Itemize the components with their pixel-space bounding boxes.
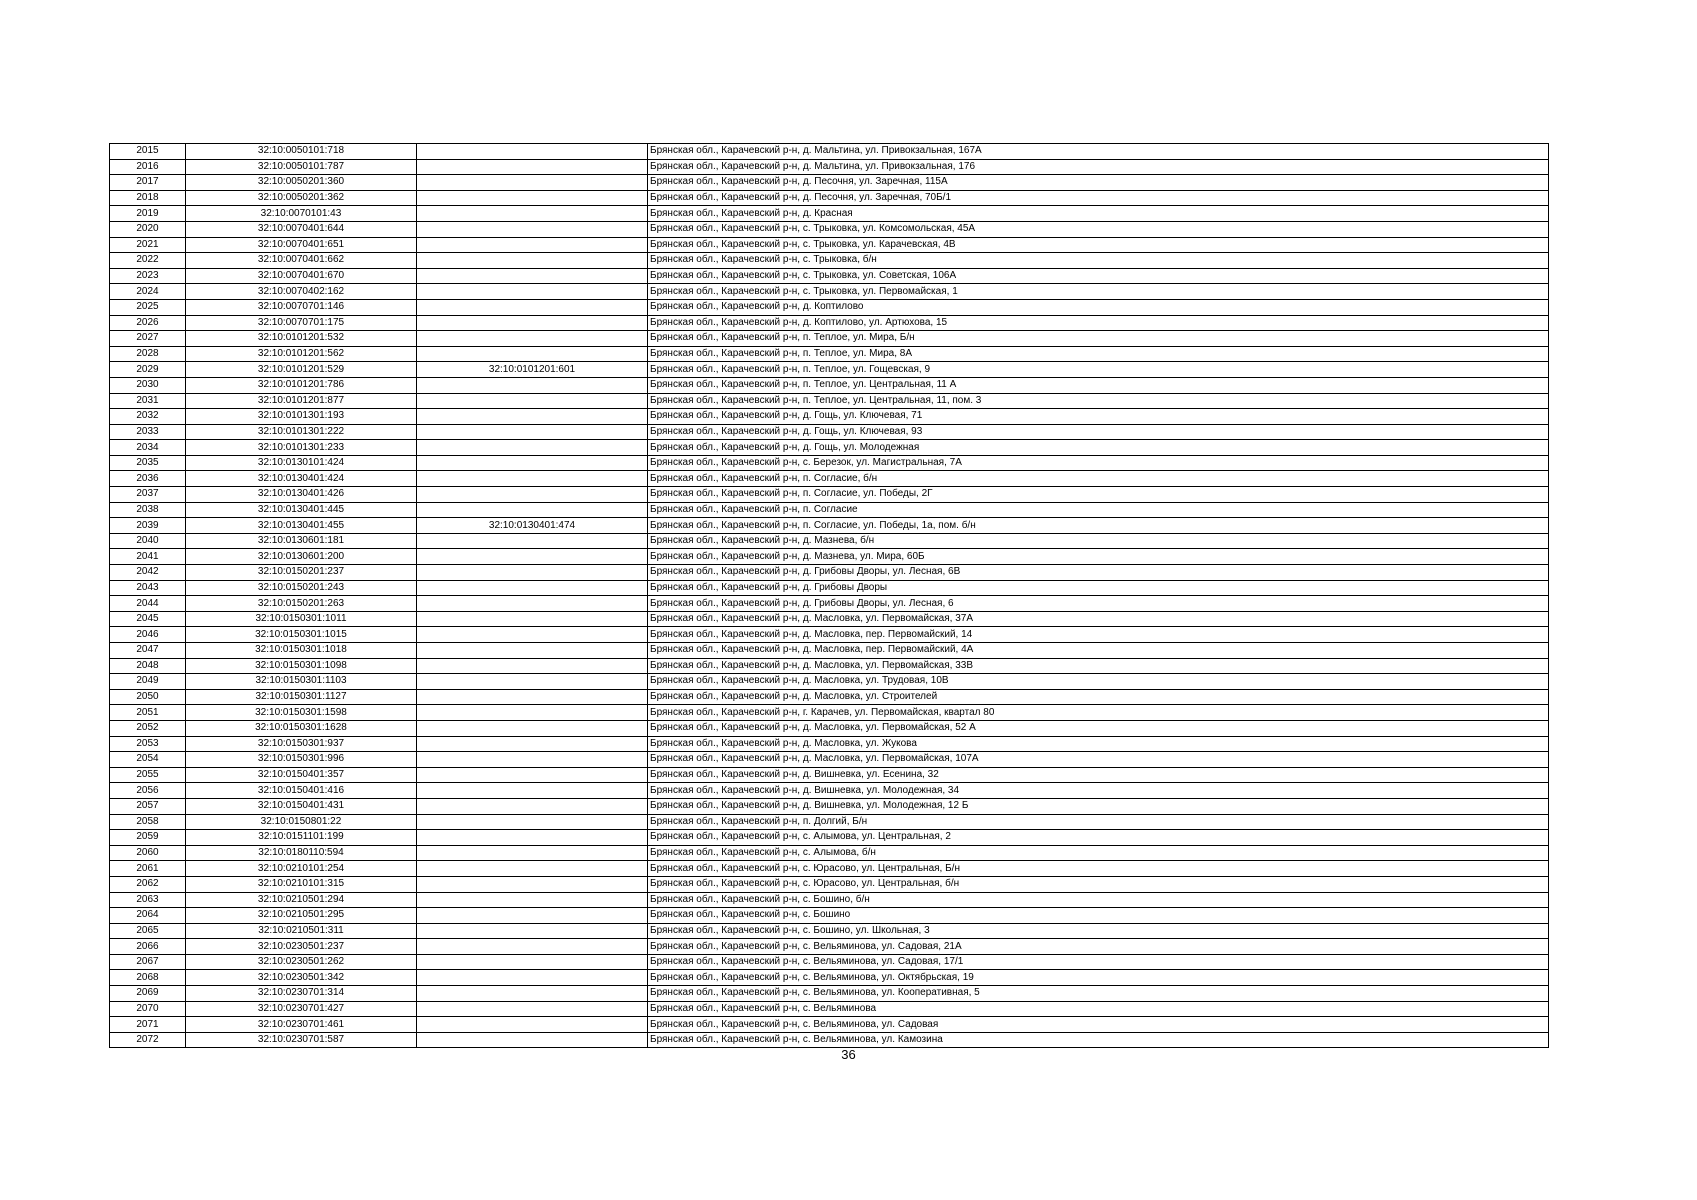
address-cell: Брянская обл., Карачевский р-н, г. Карачев, ул. Первомайская, квартал 80 bbox=[648, 705, 1549, 721]
row-number-cell: 2048 bbox=[110, 658, 186, 674]
related-cadastral-number-cell bbox=[417, 471, 648, 487]
cadastral-number-cell: 32:10:0151101:199 bbox=[186, 830, 417, 846]
table-row bbox=[110, 346, 1549, 362]
row-number-cell: 2027 bbox=[110, 331, 186, 347]
row-number-cell: 2054 bbox=[110, 752, 186, 768]
cadastral-number-cell: 32:10:0070401:670 bbox=[186, 268, 417, 284]
row-number-cell: 2056 bbox=[110, 783, 186, 799]
address-cell: Брянская обл., Карачевский р-н, с. Юрасово, ул. Центральная, Б/н bbox=[648, 861, 1549, 877]
table-row bbox=[110, 830, 1549, 846]
related-cadastral-number-cell bbox=[417, 876, 648, 892]
row-number-cell: 2035 bbox=[110, 455, 186, 471]
cadastral-number-cell: 32:10:0070402:162 bbox=[186, 284, 417, 300]
row-number-cell: 2022 bbox=[110, 253, 186, 269]
related-cadastral-number-cell bbox=[417, 814, 648, 830]
related-cadastral-number-cell bbox=[417, 861, 648, 877]
table-row bbox=[110, 814, 1549, 830]
address-cell: Брянская обл., Карачевский р-н, д. Песочня, ул. Заречная, 115А bbox=[648, 175, 1549, 191]
address-cell: Брянская обл., Карачевский р-н, с. Вельяминова, ул. Камозина bbox=[648, 1032, 1549, 1048]
related-cadastral-number-cell bbox=[417, 190, 648, 206]
cadastral-number-cell: 32:10:0230501:262 bbox=[186, 954, 417, 970]
cadastral-number-cell: 32:10:0230501:342 bbox=[186, 970, 417, 986]
related-cadastral-number-cell bbox=[417, 954, 648, 970]
related-cadastral-number-cell bbox=[417, 1032, 648, 1048]
cadastral-number-cell: 32:10:0150201:263 bbox=[186, 596, 417, 612]
related-cadastral-number-cell bbox=[417, 908, 648, 924]
row-number-cell: 2017 bbox=[110, 175, 186, 191]
row-number-cell: 2051 bbox=[110, 705, 186, 721]
cadastral-number-cell: 32:10:0230701:587 bbox=[186, 1032, 417, 1048]
related-cadastral-number-cell bbox=[417, 315, 648, 331]
row-number-cell: 2070 bbox=[110, 1001, 186, 1017]
related-cadastral-number-cell bbox=[417, 299, 648, 315]
cadastral-number-cell: 32:10:0130601:181 bbox=[186, 533, 417, 549]
cadastral-number-cell: 32:10:0130401:455 bbox=[186, 518, 417, 534]
row-number-cell: 2069 bbox=[110, 986, 186, 1002]
address-cell: Брянская обл., Карачевский р-н, с. Вельяминова, ул. Садовая, 21А bbox=[648, 939, 1549, 955]
related-cadastral-number-cell bbox=[417, 798, 648, 814]
cadastral-number-cell: 32:10:0150401:431 bbox=[186, 798, 417, 814]
related-cadastral-number-cell bbox=[417, 767, 648, 783]
address-cell: Брянская обл., Карачевский р-н, д. Вишневка, ул. Молодежная, 34 bbox=[648, 783, 1549, 799]
row-number-cell: 2066 bbox=[110, 939, 186, 955]
row-number-cell: 2032 bbox=[110, 409, 186, 425]
row-number-cell: 2063 bbox=[110, 892, 186, 908]
table-row bbox=[110, 705, 1549, 721]
related-cadastral-number-cell bbox=[417, 144, 648, 160]
cadastral-number-cell: 32:10:0050201:360 bbox=[186, 175, 417, 191]
table-row bbox=[110, 892, 1549, 908]
cadastral-number-cell: 32:10:0150401:416 bbox=[186, 783, 417, 799]
address-cell: Брянская обл., Карачевский р-н, п. Согласие, ул. Победы, 1а, пом. б/н bbox=[648, 518, 1549, 534]
address-cell: Брянская обл., Карачевский р-н, с. Вельяминова, ул. Садовая bbox=[648, 1017, 1549, 1033]
address-cell: Брянская обл., Карачевский р-н, д. Масловка, пер. Первомайский, 14 bbox=[648, 627, 1549, 643]
cadastral-number-cell: 32:10:0070701:175 bbox=[186, 315, 417, 331]
related-cadastral-number-cell bbox=[417, 939, 648, 955]
table-row bbox=[110, 596, 1549, 612]
cadastral-number-cell: 32:10:0050201:362 bbox=[186, 190, 417, 206]
row-number-cell: 2049 bbox=[110, 674, 186, 690]
row-number-cell: 2062 bbox=[110, 876, 186, 892]
row-number-cell: 2058 bbox=[110, 814, 186, 830]
related-cadastral-number-cell bbox=[417, 1017, 648, 1033]
related-cadastral-number-cell bbox=[417, 487, 648, 503]
table-row bbox=[110, 440, 1549, 456]
row-number-cell: 2057 bbox=[110, 798, 186, 814]
related-cadastral-number-cell bbox=[417, 455, 648, 471]
row-number-cell: 2046 bbox=[110, 627, 186, 643]
related-cadastral-number-cell bbox=[417, 1001, 648, 1017]
table-row bbox=[110, 159, 1549, 175]
table-row bbox=[110, 518, 1549, 534]
cadastral-number-cell: 32:10:0150401:357 bbox=[186, 767, 417, 783]
table-row bbox=[110, 206, 1549, 222]
cadastral-number-cell: 32:10:0150301:1598 bbox=[186, 705, 417, 721]
table-row bbox=[110, 720, 1549, 736]
related-cadastral-number-cell bbox=[417, 159, 648, 175]
table-row bbox=[110, 908, 1549, 924]
address-cell: Брянская обл., Карачевский р-н, с. Вельяминова, ул. Октябрьская, 19 bbox=[648, 970, 1549, 986]
address-cell: Брянская обл., Карачевский р-н, с. Вельяминова, ул. Садовая, 17/1 bbox=[648, 954, 1549, 970]
table-row bbox=[110, 580, 1549, 596]
related-cadastral-number-cell bbox=[417, 845, 648, 861]
cadastral-number-cell: 32:10:0101201:877 bbox=[186, 393, 417, 409]
table-row bbox=[110, 954, 1549, 970]
related-cadastral-number-cell bbox=[417, 986, 648, 1002]
row-number-cell: 2025 bbox=[110, 299, 186, 315]
row-number-cell: 2068 bbox=[110, 970, 186, 986]
row-number-cell: 2067 bbox=[110, 954, 186, 970]
row-number-cell: 2039 bbox=[110, 518, 186, 534]
table-row bbox=[110, 315, 1549, 331]
cadastral-number-cell: 32:10:0210501:294 bbox=[186, 892, 417, 908]
address-cell: Брянская обл., Карачевский р-н, д. Мазнева, ул. Мира, 60Б bbox=[648, 549, 1549, 565]
address-cell: Брянская обл., Карачевский р-н, п. Теплое, ул. Мира, Б/н bbox=[648, 331, 1549, 347]
table-row bbox=[110, 487, 1549, 503]
address-cell: Брянская обл., Карачевский р-н, п. Согласие, ул. Победы, 2Г bbox=[648, 487, 1549, 503]
row-number-cell: 2052 bbox=[110, 720, 186, 736]
address-cell: Брянская обл., Карачевский р-н, с. Вельяминова, ул. Кооперативная, 5 bbox=[648, 986, 1549, 1002]
table-row bbox=[110, 284, 1549, 300]
table-row bbox=[110, 362, 1549, 378]
cadastral-number-cell: 32:10:0070701:146 bbox=[186, 299, 417, 315]
cadastral-number-cell: 32:10:0101301:233 bbox=[186, 440, 417, 456]
address-cell: Брянская обл., Карачевский р-н, д. Масловка, пер. Первомайский, 4А bbox=[648, 643, 1549, 659]
table-row bbox=[110, 409, 1549, 425]
related-cadastral-number-cell bbox=[417, 424, 648, 440]
related-cadastral-number-cell bbox=[417, 268, 648, 284]
address-cell: Брянская обл., Карачевский р-н, д. Грибовы Дворы, ул. Лесная, 6 bbox=[648, 596, 1549, 612]
cadastral-number-cell: 32:10:0150301:1103 bbox=[186, 674, 417, 690]
address-cell: Брянская обл., Карачевский р-н, с. Березок, ул. Магистральная, 7А bbox=[648, 455, 1549, 471]
address-cell: Брянская обл., Карачевский р-н, с. Бошино, ул. Школьная, 3 bbox=[648, 923, 1549, 939]
row-number-cell: 2044 bbox=[110, 596, 186, 612]
related-cadastral-number-cell bbox=[417, 689, 648, 705]
table-row bbox=[110, 845, 1549, 861]
table-row bbox=[110, 923, 1549, 939]
address-cell: Брянская обл., Карачевский р-н, д. Масловка, ул. Первомайская, 52 А bbox=[648, 720, 1549, 736]
cadastral-number-cell: 32:10:0150801:22 bbox=[186, 814, 417, 830]
related-cadastral-number-cell bbox=[417, 705, 648, 721]
cadastral-number-cell: 32:10:0130401:424 bbox=[186, 471, 417, 487]
table-row bbox=[110, 424, 1549, 440]
address-cell: Брянская обл., Карачевский р-н, д. Грибовы Дворы bbox=[648, 580, 1549, 596]
table-row bbox=[110, 175, 1549, 191]
cadastral-number-cell: 32:10:0130101:424 bbox=[186, 455, 417, 471]
address-cell: Брянская обл., Карачевский р-н, с. Алымова, ул. Центральная, 2 bbox=[648, 830, 1549, 846]
related-cadastral-number-cell bbox=[417, 830, 648, 846]
table-row bbox=[110, 331, 1549, 347]
address-cell: Брянская обл., Карачевский р-н, д. Масловка, ул. Трудовая, 10В bbox=[648, 674, 1549, 690]
address-cell: Брянская обл., Карачевский р-н, д. Коптилово bbox=[648, 299, 1549, 315]
address-cell: Брянская обл., Карачевский р-н, п. Теплое, ул. Центральная, 11 А bbox=[648, 377, 1549, 393]
address-cell: Брянская обл., Карачевский р-н, д. Мальтина, ул. Привокзальная, 167А bbox=[648, 144, 1549, 160]
related-cadastral-number-cell bbox=[417, 736, 648, 752]
address-cell: Брянская обл., Карачевский р-н, п. Теплое, ул. Гощевская, 9 bbox=[648, 362, 1549, 378]
table-row bbox=[110, 237, 1549, 253]
cadastral-number-cell: 32:10:0150301:1127 bbox=[186, 689, 417, 705]
table-row bbox=[110, 299, 1549, 315]
address-cell: Брянская обл., Карачевский р-н, д. Грибовы Дворы, ул. Лесная, 6В bbox=[648, 565, 1549, 581]
cadastral-number-cell: 32:10:0150201:243 bbox=[186, 580, 417, 596]
table-row bbox=[110, 876, 1549, 892]
address-cell: Брянская обл., Карачевский р-н, п. Теплое, ул. Центральная, 11, пом. 3 bbox=[648, 393, 1549, 409]
table-row bbox=[110, 471, 1549, 487]
property-table bbox=[109, 143, 1549, 1048]
address-cell: Брянская обл., Карачевский р-н, п. Согласие, б/н bbox=[648, 471, 1549, 487]
table-row bbox=[110, 783, 1549, 799]
row-number-cell: 2055 bbox=[110, 767, 186, 783]
related-cadastral-number-cell bbox=[417, 752, 648, 768]
address-cell: Брянская обл., Карачевский р-н, с. Трыковка, ул. Первомайская, 1 bbox=[648, 284, 1549, 300]
row-number-cell: 2034 bbox=[110, 440, 186, 456]
address-cell: Брянская обл., Карачевский р-н, д. Гощь, ул. Молодежная bbox=[648, 440, 1549, 456]
cadastral-number-cell: 32:10:0180110:594 bbox=[186, 845, 417, 861]
row-number-cell: 2020 bbox=[110, 221, 186, 237]
related-cadastral-number-cell: 32:10:0130401:474 bbox=[417, 518, 648, 534]
table-row bbox=[110, 533, 1549, 549]
related-cadastral-number-cell bbox=[417, 377, 648, 393]
related-cadastral-number-cell bbox=[417, 533, 648, 549]
table-row bbox=[110, 798, 1549, 814]
address-cell: Брянская обл., Карачевский р-н, с. Алымова, б/н bbox=[648, 845, 1549, 861]
row-number-cell: 2041 bbox=[110, 549, 186, 565]
row-number-cell: 2028 bbox=[110, 346, 186, 362]
related-cadastral-number-cell bbox=[417, 970, 648, 986]
cadastral-number-cell: 32:10:0101301:193 bbox=[186, 409, 417, 425]
related-cadastral-number-cell bbox=[417, 393, 648, 409]
cadastral-number-cell: 32:10:0070101:43 bbox=[186, 206, 417, 222]
address-cell: Брянская обл., Карачевский р-н, д. Гощь, ул. Ключевая, 93 bbox=[648, 424, 1549, 440]
table-row bbox=[110, 268, 1549, 284]
cadastral-number-cell: 32:10:0070401:662 bbox=[186, 253, 417, 269]
related-cadastral-number-cell bbox=[417, 346, 648, 362]
table-row bbox=[110, 736, 1549, 752]
row-number-cell: 2038 bbox=[110, 502, 186, 518]
table-row bbox=[110, 393, 1549, 409]
table-row bbox=[110, 1017, 1549, 1033]
cadastral-number-cell: 32:10:0050101:718 bbox=[186, 144, 417, 160]
table-row bbox=[110, 253, 1549, 269]
row-number-cell: 2021 bbox=[110, 237, 186, 253]
row-number-cell: 2050 bbox=[110, 689, 186, 705]
related-cadastral-number-cell bbox=[417, 720, 648, 736]
table-row bbox=[110, 190, 1549, 206]
table-row bbox=[110, 221, 1549, 237]
cadastral-number-cell: 32:10:0130401:426 bbox=[186, 487, 417, 503]
related-cadastral-number-cell bbox=[417, 331, 648, 347]
table-row bbox=[110, 627, 1549, 643]
table-row bbox=[110, 767, 1549, 783]
cadastral-number-cell: 32:10:0150301:1098 bbox=[186, 658, 417, 674]
row-number-cell: 2053 bbox=[110, 736, 186, 752]
address-cell: Брянская обл., Карачевский р-н, с. Трыковка, б/н bbox=[648, 253, 1549, 269]
related-cadastral-number-cell bbox=[417, 674, 648, 690]
table-row bbox=[110, 1032, 1549, 1048]
row-number-cell: 2019 bbox=[110, 206, 186, 222]
cadastral-number-cell: 32:10:0130601:200 bbox=[186, 549, 417, 565]
table-row bbox=[110, 611, 1549, 627]
page-number: 36 bbox=[841, 1047, 856, 1062]
address-cell: Брянская обл., Карачевский р-н, д. Мазнева, б/н bbox=[648, 533, 1549, 549]
row-number-cell: 2045 bbox=[110, 611, 186, 627]
cadastral-number-cell: 32:10:0150301:996 bbox=[186, 752, 417, 768]
related-cadastral-number-cell bbox=[417, 440, 648, 456]
table-row bbox=[110, 689, 1549, 705]
row-number-cell: 2065 bbox=[110, 923, 186, 939]
table-row bbox=[110, 1001, 1549, 1017]
cadastral-number-cell: 32:10:0101301:222 bbox=[186, 424, 417, 440]
cadastral-number-cell: 32:10:0101201:562 bbox=[186, 346, 417, 362]
address-cell: Брянская обл., Карачевский р-н, д. Масловка, ул. Первомайская, 107А bbox=[648, 752, 1549, 768]
cadastral-number-cell: 32:10:0210101:254 bbox=[186, 861, 417, 877]
table-row bbox=[110, 674, 1549, 690]
table-row bbox=[110, 643, 1549, 659]
row-number-cell: 2064 bbox=[110, 908, 186, 924]
related-cadastral-number-cell bbox=[417, 596, 648, 612]
address-cell: Брянская обл., Карачевский р-н, с. Бошино bbox=[648, 908, 1549, 924]
table-row bbox=[110, 549, 1549, 565]
row-number-cell: 2059 bbox=[110, 830, 186, 846]
table-row bbox=[110, 861, 1549, 877]
cadastral-number-cell: 32:10:0230701:461 bbox=[186, 1017, 417, 1033]
row-number-cell: 2060 bbox=[110, 845, 186, 861]
address-cell: Брянская обл., Карачевский р-н, с. Трыковка, ул. Комсомольская, 45А bbox=[648, 221, 1549, 237]
address-cell: Брянская обл., Карачевский р-н, д. Гощь, ул. Ключевая, 71 bbox=[648, 409, 1549, 425]
table-row bbox=[110, 377, 1549, 393]
related-cadastral-number-cell bbox=[417, 783, 648, 799]
row-number-cell: 2042 bbox=[110, 565, 186, 581]
address-cell: Брянская обл., Карачевский р-н, д. Песочня, ул. Заречная, 70Б/1 bbox=[648, 190, 1549, 206]
row-number-cell: 2071 bbox=[110, 1017, 186, 1033]
table-row bbox=[110, 986, 1549, 1002]
related-cadastral-number-cell bbox=[417, 580, 648, 596]
cadastral-number-cell: 32:10:0150201:237 bbox=[186, 565, 417, 581]
row-number-cell: 2043 bbox=[110, 580, 186, 596]
row-number-cell: 2047 bbox=[110, 643, 186, 659]
row-number-cell: 2031 bbox=[110, 393, 186, 409]
cadastral-number-cell: 32:10:0150301:937 bbox=[186, 736, 417, 752]
row-number-cell: 2026 bbox=[110, 315, 186, 331]
related-cadastral-number-cell bbox=[417, 643, 648, 659]
address-cell: Брянская обл., Карачевский р-н, д. Мальтина, ул. Привокзальная, 176 bbox=[648, 159, 1549, 175]
address-cell: Брянская обл., Карачевский р-н, д. Коптилово, ул. Артюхова, 15 bbox=[648, 315, 1549, 331]
row-number-cell: 2033 bbox=[110, 424, 186, 440]
address-cell: Брянская обл., Карачевский р-н, с. Юрасово, ул. Центральная, б/н bbox=[648, 876, 1549, 892]
table-row bbox=[110, 144, 1549, 160]
related-cadastral-number-cell bbox=[417, 627, 648, 643]
row-number-cell: 2040 bbox=[110, 533, 186, 549]
row-number-cell: 2018 bbox=[110, 190, 186, 206]
row-number-cell: 2029 bbox=[110, 362, 186, 378]
row-number-cell: 2016 bbox=[110, 159, 186, 175]
related-cadastral-number-cell bbox=[417, 237, 648, 253]
row-number-cell: 2037 bbox=[110, 487, 186, 503]
cadastral-number-cell: 32:10:0210501:311 bbox=[186, 923, 417, 939]
row-number-cell: 2015 bbox=[110, 144, 186, 160]
cadastral-number-cell: 32:10:0230501:237 bbox=[186, 939, 417, 955]
table-row bbox=[110, 658, 1549, 674]
address-cell: Брянская обл., Карачевский р-н, д. Масловка, ул. Жукова bbox=[648, 736, 1549, 752]
related-cadastral-number-cell bbox=[417, 175, 648, 191]
table-row bbox=[110, 752, 1549, 768]
row-number-cell: 2030 bbox=[110, 377, 186, 393]
cadastral-number-cell: 32:10:0150301:1018 bbox=[186, 643, 417, 659]
cadastral-number-cell: 32:10:0070401:644 bbox=[186, 221, 417, 237]
cadastral-number-cell: 32:10:0150301:1011 bbox=[186, 611, 417, 627]
address-cell: Брянская обл., Карачевский р-н, с. Трыковка, ул. Советская, 106А bbox=[648, 268, 1549, 284]
address-cell: Брянская обл., Карачевский р-н, п. Теплое, ул. Мира, 8А bbox=[648, 346, 1549, 362]
row-number-cell: 2036 bbox=[110, 471, 186, 487]
address-cell: Брянская обл., Карачевский р-н, п. Долгий, Б/н bbox=[648, 814, 1549, 830]
address-cell: Брянская обл., Карачевский р-н, п. Согласие bbox=[648, 502, 1549, 518]
address-cell: Брянская обл., Карачевский р-н, с. Бошино, б/н bbox=[648, 892, 1549, 908]
related-cadastral-number-cell bbox=[417, 892, 648, 908]
table-row bbox=[110, 565, 1549, 581]
cadastral-number-cell: 32:10:0050101:787 bbox=[186, 159, 417, 175]
address-cell: Брянская обл., Карачевский р-н, д. Масловка, ул. Первомайская, 33В bbox=[648, 658, 1549, 674]
cadastral-number-cell: 32:10:0210501:295 bbox=[186, 908, 417, 924]
address-cell: Брянская обл., Карачевский р-н, д. Масловка, ул. Первомайская, 37А bbox=[648, 611, 1549, 627]
address-cell: Брянская обл., Карачевский р-н, д. Вишневка, ул. Молодежная, 12 Б bbox=[648, 798, 1549, 814]
address-cell: Брянская обл., Карачевский р-н, с. Трыковка, ул. Карачевская, 4В bbox=[648, 237, 1549, 253]
cadastral-number-cell: 32:10:0101201:532 bbox=[186, 331, 417, 347]
row-number-cell: 2061 bbox=[110, 861, 186, 877]
cadastral-number-cell: 32:10:0210101:315 bbox=[186, 876, 417, 892]
table-row bbox=[110, 939, 1549, 955]
table-row bbox=[110, 455, 1549, 471]
row-number-cell: 2072 bbox=[110, 1032, 186, 1048]
related-cadastral-number-cell bbox=[417, 206, 648, 222]
cadastral-number-cell: 32:10:0150301:1628 bbox=[186, 720, 417, 736]
related-cadastral-number-cell bbox=[417, 549, 648, 565]
row-number-cell: 2024 bbox=[110, 284, 186, 300]
related-cadastral-number-cell bbox=[417, 284, 648, 300]
related-cadastral-number-cell bbox=[417, 221, 648, 237]
table-row bbox=[110, 970, 1549, 986]
cadastral-number-cell: 32:10:0230701:314 bbox=[186, 986, 417, 1002]
cadastral-number-cell: 32:10:0101201:529 bbox=[186, 362, 417, 378]
related-cadastral-number-cell bbox=[417, 253, 648, 269]
address-cell: Брянская обл., Карачевский р-н, д. Красная bbox=[648, 206, 1549, 222]
related-cadastral-number-cell bbox=[417, 502, 648, 518]
address-cell: Брянская обл., Карачевский р-н, д. Масловка, ул. Строителей bbox=[648, 689, 1549, 705]
cadastral-number-cell: 32:10:0101201:786 bbox=[186, 377, 417, 393]
table-body bbox=[110, 144, 1549, 1048]
table-row bbox=[110, 502, 1549, 518]
row-number-cell: 2023 bbox=[110, 268, 186, 284]
related-cadastral-number-cell bbox=[417, 565, 648, 581]
related-cadastral-number-cell bbox=[417, 611, 648, 627]
address-cell: Брянская обл., Карачевский р-н, с. Вельяминова bbox=[648, 1001, 1549, 1017]
related-cadastral-number-cell bbox=[417, 923, 648, 939]
related-cadastral-number-cell bbox=[417, 409, 648, 425]
cadastral-number-cell: 32:10:0130401:445 bbox=[186, 502, 417, 518]
cadastral-number-cell: 32:10:0230701:427 bbox=[186, 1001, 417, 1017]
address-cell: Брянская обл., Карачевский р-н, д. Вишневка, ул. Есенина, 32 bbox=[648, 767, 1549, 783]
cadastral-number-cell: 32:10:0150301:1015 bbox=[186, 627, 417, 643]
cadastral-number-cell: 32:10:0070401:651 bbox=[186, 237, 417, 253]
related-cadastral-number-cell bbox=[417, 658, 648, 674]
related-cadastral-number-cell: 32:10:0101201:601 bbox=[417, 362, 648, 378]
